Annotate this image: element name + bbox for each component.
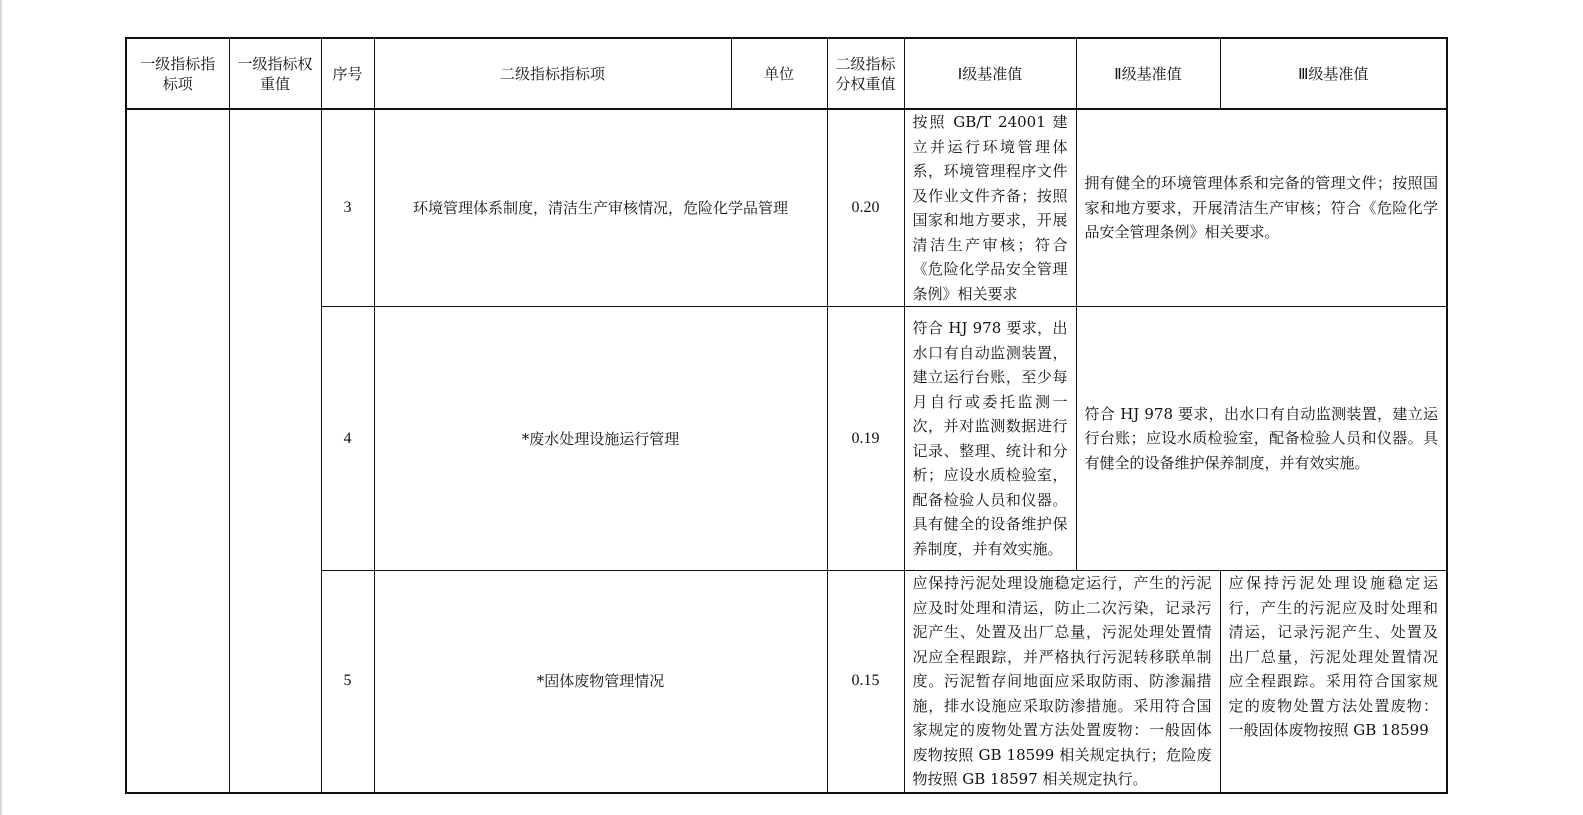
header-primary-weight: 一级指标权重值	[229, 38, 321, 109]
standards-table	[125, 37, 1448, 794]
header-serial-number: 序号	[321, 38, 374, 109]
serial-number-cell: 3	[321, 109, 374, 307]
page-edge	[0, 0, 2, 815]
serial-number-cell: 5	[321, 571, 374, 793]
primary-weight-cell	[229, 109, 321, 793]
header-level-1-benchmark: Ⅰ级基准值	[904, 38, 1076, 109]
primary-indicator-cell	[126, 109, 229, 793]
secondary-weight-cell: 0.15	[827, 571, 904, 793]
header-secondary-indicator: 二级指标指标项	[374, 38, 731, 109]
level-2-3-benchmark-cell: 拥有健全的环境管理体系和完备的管理文件；按照国家和地方要求，开展清洁生产审核；符合《危险化学品安全管理条例》相关要求。	[1076, 109, 1447, 307]
secondary-weight-cell: 0.20	[827, 109, 904, 307]
secondary-indicator-cell: *废水处理设施运行管理	[374, 307, 827, 571]
level-1-2-benchmark-cell: 应保持污泥处理设施稳定运行，产生的污泥应及时处理和清运，防止二次污染，记录污泥产生、处置及出厂总量，污泥处理处置情况应全程跟踪，并严格执行污泥转移联单制度。污泥暂存间地面应采取防雨、防渗漏措施，排水设施应采取防渗措施。采用符合国家规定的废物处置方法处置废物：一般固体废物按照 GB 18599 相关规定执行；危险废物按照 GB 18597 相关规定执行。	[904, 571, 1220, 793]
header-level-2-benchmark: Ⅱ级基准值	[1076, 38, 1220, 109]
table-row	[126, 571, 1447, 793]
header-row	[126, 38, 1447, 109]
table-row	[126, 109, 1447, 307]
standards-table-container	[125, 37, 1446, 794]
table-row	[126, 307, 1447, 571]
serial-number-cell: 4	[321, 307, 374, 571]
level-2-3-benchmark-cell: 符合 HJ 978 要求，出水口有自动监测装置，建立运行台账；应设水质检验室，配备检验人员和仪器。具有健全的设备维护保养制度，并有效实施。	[1076, 307, 1447, 571]
secondary-indicator-cell: *固体废物管理情况	[374, 571, 827, 793]
header-level-3-benchmark: Ⅲ级基准值	[1220, 38, 1447, 109]
header-secondary-weight: 二级指标分权重值	[827, 38, 904, 109]
level-3-benchmark-cell: 应保持污泥处理设施稳定运行，产生的污泥应及时处理和清运，记录污泥产生、处置及出厂总量，污泥处理处置情况应全程跟踪。采用符合国家规定的废物处置方法处置废物：一般固体废物按照 GB 18599	[1220, 571, 1447, 793]
header-primary-indicator: 一级指标指标项	[126, 38, 229, 109]
secondary-indicator-cell: 环境管理体系制度，清洁生产审核情况，危险化学品管理	[374, 109, 827, 307]
level-1-benchmark-cell: 符合 HJ 978 要求，出水口有自动监测装置，建立运行台账，至少每月自行或委托监测一次，并对监测数据进行记录、整理、统计和分析；应设水质检验室，配备检验人员和仪器。具有健全的设备维护保养制度，并有效实施。	[904, 307, 1076, 571]
secondary-weight-cell: 0.19	[827, 307, 904, 571]
level-1-benchmark-cell: 按照 GB/T 24001 建立并运行环境管理体系，环境管理程序文件及作业文件齐备；按照国家和地方要求，开展清洁生产审核；符合《危险化学品安全管理条例》相关要求	[904, 109, 1076, 307]
header-unit: 单位	[731, 38, 827, 109]
